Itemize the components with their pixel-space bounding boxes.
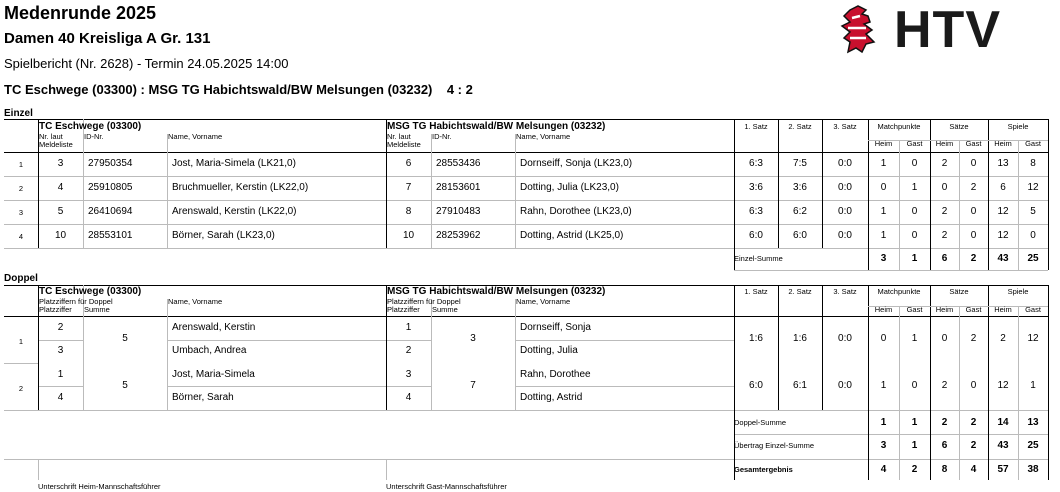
grid-line — [4, 119, 1048, 120]
pair-number: 2 — [18, 384, 24, 393]
home-nr: 10 — [54, 230, 67, 241]
einzel-sum-gg: 25 — [1027, 253, 1039, 264]
col-platzziffern: Platzziffern für Doppel — [39, 297, 113, 306]
col-platzziffer: Platzziffer — [387, 305, 420, 314]
col-name: Name, Vorname — [168, 297, 223, 306]
uebertrag-einzel-mh: 3 — [880, 440, 887, 451]
grid-line — [4, 363, 38, 364]
stat-mg: 0 — [911, 158, 918, 169]
col-heim: Heim — [874, 139, 893, 148]
grid-line — [4, 200, 1048, 201]
einzel-sum-mg: 1 — [911, 253, 918, 264]
grid-line — [38, 340, 83, 341]
grid-line — [515, 134, 516, 248]
doppel-sum-sh: 2 — [941, 417, 948, 428]
col-heim: Heim — [994, 139, 1012, 148]
col-heim: Heim — [994, 305, 1012, 314]
satz1-score: 6:3 — [749, 206, 763, 217]
col-spiele: Spiele — [1007, 122, 1029, 131]
einzel-sum-mh: 3 — [880, 253, 887, 264]
col-satz3: 3. Satz — [833, 122, 857, 131]
home-player-1: Arenswald, Kerstin — [172, 322, 256, 333]
stat-mg: 0 — [911, 380, 918, 391]
home-id: 28553101 — [88, 230, 133, 241]
doppel-sum-mh: 1 — [880, 417, 887, 428]
einzel-sum-sg: 2 — [970, 253, 977, 264]
col-gast: Gast — [1025, 305, 1041, 314]
col-satz1: 1. Satz — [744, 287, 768, 296]
doppel-sum-gg: 13 — [1027, 417, 1039, 428]
stat-sh: 2 — [941, 206, 948, 217]
col-matchpunkte: Matchpunkte — [877, 287, 921, 296]
stat-mg: 1 — [911, 333, 918, 344]
col-matchpunkte: Matchpunkte — [877, 122, 921, 131]
uebertrag-einzel-gh: 43 — [997, 440, 1009, 451]
row-number: 4 — [18, 232, 24, 241]
satz3-score: 0:0 — [838, 158, 852, 169]
gesamtergebnis-gg: 38 — [1027, 464, 1039, 475]
guest-sum: 7 — [470, 380, 476, 391]
home-id: 25910805 — [88, 182, 133, 193]
home-sum: 5 — [122, 380, 128, 391]
doppel-sum-mg: 1 — [911, 417, 918, 428]
satz3-score: 0:0 — [838, 333, 852, 344]
gesamtergebnis-gh: 57 — [997, 464, 1009, 475]
uebertrag-einzel-sg: 2 — [970, 440, 977, 451]
home-player-2: Umbach, Andrea — [172, 345, 247, 356]
gesamtergebnis-mh: 4 — [880, 464, 887, 475]
home-player: Börner, Sarah (LK23,0) — [172, 230, 275, 241]
stat-mh: 1 — [880, 206, 887, 217]
guest-id: 28553436 — [436, 158, 481, 169]
guest-nr: 7 — [405, 182, 412, 193]
einzel-sum-label: Einzel-Summe — [734, 254, 783, 263]
grid-line — [167, 386, 386, 387]
uebertrag-einzel-gg: 25 — [1027, 440, 1039, 451]
home-nr: 5 — [57, 206, 64, 217]
grid-line — [167, 299, 168, 410]
grid-line — [38, 386, 83, 387]
stat-gg: 8 — [1030, 158, 1036, 169]
grid-line — [431, 299, 432, 410]
guest-nr: 8 — [405, 206, 412, 217]
col-satz1: 1. Satz — [744, 122, 768, 131]
stat-sh: 2 — [941, 158, 948, 169]
signature-home: Unterschrift Heim-Mannschaftsführer — [38, 482, 161, 491]
satz2-score: 1:6 — [793, 333, 807, 344]
home-platz-1: 1 — [57, 369, 64, 380]
uebertrag-einzel-mg: 1 — [911, 440, 918, 451]
col-satz2: 2. Satz — [788, 122, 812, 131]
satz1-score: 3:6 — [749, 182, 763, 193]
grid-line — [1048, 285, 1049, 480]
guest-player-2: Dotting, Astrid — [520, 392, 583, 403]
col-gast: Gast — [906, 305, 923, 314]
guest-player: Dotting, Julia (LK23,0) — [520, 182, 619, 193]
grid-line — [778, 285, 779, 410]
home-player: Jost, Maria-Simela (LK21,0) — [172, 158, 296, 169]
col-gast: Gast — [1025, 139, 1041, 148]
stat-gh: 12 — [997, 380, 1009, 391]
grid-line — [386, 459, 387, 480]
page-title: Medenrunde 2025 — [4, 3, 157, 23]
lion-emblem-icon — [836, 2, 892, 58]
satz1-score: 6:3 — [749, 158, 763, 169]
stat-sg: 2 — [970, 333, 977, 344]
grid-line — [167, 134, 168, 248]
gesamtergebnis-sh: 8 — [941, 464, 948, 475]
col-heim: Heim — [874, 305, 893, 314]
guest-platz-1: 3 — [405, 369, 412, 380]
col-saetze: Sätze — [949, 287, 969, 296]
grid-line — [822, 285, 823, 410]
grid-line — [167, 340, 386, 341]
row-number: 1 — [18, 160, 24, 169]
match-title: TC Eschwege (03300) : MSG TG Habichtswald/BW Melsungen (03232) 4 : 2 — [4, 82, 473, 97]
doppel-sum-sg: 2 — [970, 417, 977, 428]
guest-player: Rahn, Dorothee (LK23,0) — [520, 206, 632, 217]
stat-mg: 1 — [911, 182, 918, 193]
stat-mh: 1 — [880, 230, 887, 241]
col-saetze: Sätze — [949, 122, 969, 131]
grid-line — [431, 134, 432, 248]
stat-gg: 1 — [1030, 380, 1036, 391]
satz2-score: 7:5 — [793, 158, 807, 169]
uebertrag-einzel-label: Übertrag Einzel-Summe — [734, 441, 815, 450]
htv-logo-text: HTV — [894, 1, 1001, 59]
stat-sg: 0 — [970, 206, 977, 217]
guest-id: 28253962 — [436, 230, 481, 241]
guest-player-1: Rahn, Dorothee — [520, 369, 591, 380]
guest-platz-1: 1 — [405, 322, 412, 333]
guest-sum: 3 — [470, 333, 476, 344]
guest-id: 28153601 — [436, 182, 481, 193]
doppel-sum-label: Doppel-Summe — [734, 418, 787, 427]
grid-line — [1048, 119, 1049, 270]
home-sum: 5 — [122, 333, 128, 344]
col-satz2: 2. Satz — [788, 287, 812, 296]
stat-gg: 12 — [1027, 182, 1039, 193]
satz1-score: 6:0 — [749, 380, 763, 391]
stat-gh: 12 — [997, 230, 1009, 241]
row-number: 2 — [18, 184, 24, 193]
guest-player-2: Dotting, Julia — [520, 345, 578, 356]
home-id: 27950354 — [88, 158, 133, 169]
stat-sg: 2 — [970, 182, 977, 193]
col-gast: Gast — [965, 139, 982, 148]
stat-mg: 0 — [911, 230, 918, 241]
col-meldeliste: Meldeliste — [39, 140, 73, 149]
col-nr-laut: Nr. laut — [39, 132, 63, 141]
satz3-score: 0:0 — [838, 206, 852, 217]
col-summe: Summe — [432, 305, 458, 314]
guest-platz-2: 2 — [405, 345, 412, 356]
satz2-score: 6:2 — [793, 206, 807, 217]
pair-number: 1 — [18, 337, 24, 346]
doppel-guest-team: MSG TG Habichtswald/BW Melsungen (03232) — [387, 286, 606, 297]
grid-line — [4, 152, 1048, 153]
grid-line — [4, 316, 1048, 317]
report-info: Spielbericht (Nr. 2628) - Termin 24.05.2025 14:00 — [4, 56, 289, 71]
col-gast: Gast — [906, 139, 923, 148]
guest-player: Dornseiff, Sonja (LK23,0) — [520, 158, 633, 169]
stat-gh: 13 — [997, 158, 1009, 169]
home-platz-2: 3 — [57, 345, 64, 356]
stat-mh: 1 — [880, 158, 887, 169]
einzel-home-team: TC Eschwege (03300) — [39, 121, 142, 132]
home-player: Arenswald, Kerstin (LK22,0) — [172, 206, 297, 217]
gesamtergebnis-label: Gesamtergebnis — [734, 465, 793, 474]
stat-gh: 2 — [1000, 333, 1006, 344]
stat-sh: 2 — [941, 380, 948, 391]
col-platzziffern: Platzziffern für Doppel — [387, 297, 461, 306]
home-player-2: Börner, Sarah — [172, 392, 234, 403]
col-id-nr: ID-Nr. — [84, 132, 104, 141]
league-title: Damen 40 Kreisliga A Gr. 131 — [4, 30, 211, 47]
doppel-sum-gh: 14 — [997, 417, 1009, 428]
col-name: Name, Vorname — [168, 132, 223, 141]
col-spiele: Spiele — [1007, 287, 1029, 296]
gesamtergebnis-sg: 4 — [970, 464, 977, 475]
guest-id: 27910483 — [436, 206, 481, 217]
home-platz-2: 4 — [57, 392, 64, 403]
row-number: 3 — [18, 208, 24, 217]
doppel-label: Doppel — [4, 273, 38, 284]
guest-platz-2: 4 — [405, 392, 412, 403]
grid-line — [386, 386, 431, 387]
doppel-home-team: TC Eschwege (03300) — [39, 286, 142, 297]
grid-line — [38, 459, 39, 480]
col-gast: Gast — [965, 305, 982, 314]
htv-logo — [836, 2, 1050, 58]
stat-sh: 2 — [941, 230, 948, 241]
satz1-score: 1:6 — [749, 333, 763, 344]
grid-line — [4, 459, 1048, 460]
col-heim: Heim — [935, 139, 954, 148]
stat-gh: 12 — [997, 206, 1009, 217]
satz2-score: 3:6 — [793, 182, 807, 193]
col-id-nr: ID-Nr. — [432, 132, 452, 141]
home-player-1: Jost, Maria-Simela — [172, 369, 255, 380]
grid-line — [734, 270, 1048, 271]
satz3-score: 0:0 — [838, 380, 852, 391]
signature-guest: Unterschrift Gast-Mannschaftsführer — [386, 482, 507, 491]
grid-line — [734, 119, 735, 270]
stat-sh: 0 — [941, 333, 948, 344]
satz3-score: 0:0 — [838, 182, 852, 193]
home-player: Bruchmueller, Kerstin (LK22,0) — [172, 182, 309, 193]
grid-line — [515, 299, 516, 410]
home-id: 26410694 — [88, 206, 133, 217]
grid-line — [4, 248, 1048, 249]
col-platzziffer: Platzziffer — [39, 305, 72, 314]
stat-mh: 0 — [880, 333, 887, 344]
col-meldeliste: Meldeliste — [387, 140, 421, 149]
stat-sg: 0 — [970, 158, 977, 169]
satz2-score: 6:1 — [793, 380, 807, 391]
grid-line — [515, 340, 734, 341]
guest-player: Dotting, Astrid (LK25,0) — [520, 230, 624, 241]
uebertrag-einzel-sh: 6 — [941, 440, 948, 451]
satz2-score: 6:0 — [793, 230, 807, 241]
einzel-guest-team: MSG TG Habichtswald/BW Melsungen (03232) — [387, 121, 606, 132]
grid-line — [386, 340, 431, 341]
stat-gg: 0 — [1030, 230, 1036, 241]
stat-mg: 0 — [911, 206, 918, 217]
grid-line — [4, 176, 1048, 177]
guest-nr: 6 — [405, 158, 412, 169]
einzel-sum-gh: 43 — [997, 253, 1009, 264]
grid-line — [4, 410, 1048, 411]
col-name: Name, Vorname — [516, 132, 571, 141]
col-nr-laut: Nr. laut — [387, 132, 411, 141]
col-name: Name, Vorname — [516, 297, 571, 306]
stat-gg: 12 — [1027, 333, 1039, 344]
stat-sh: 0 — [941, 182, 948, 193]
stat-sg: 0 — [970, 230, 977, 241]
col-summe: Summe — [84, 305, 110, 314]
satz1-score: 6:0 — [749, 230, 763, 241]
guest-player-1: Dornseiff, Sonja — [520, 322, 591, 333]
stat-sg: 0 — [970, 380, 977, 391]
guest-nr: 10 — [402, 230, 415, 241]
home-nr: 3 — [57, 158, 64, 169]
stat-mh: 0 — [880, 182, 887, 193]
home-platz-1: 2 — [57, 322, 64, 333]
col-heim: Heim — [935, 305, 954, 314]
home-nr: 4 — [57, 182, 64, 193]
stat-mh: 1 — [880, 380, 887, 391]
stat-gh: 6 — [1000, 182, 1006, 193]
satz3-score: 0:0 — [838, 230, 852, 241]
grid-line — [515, 386, 734, 387]
grid-line — [4, 224, 1048, 225]
col-satz3: 3. Satz — [833, 287, 857, 296]
grid-line — [734, 434, 1048, 435]
stat-gg: 5 — [1030, 206, 1036, 217]
gesamtergebnis-mg: 2 — [911, 464, 918, 475]
einzel-sum-sh: 6 — [941, 253, 948, 264]
einzel-label: Einzel — [4, 108, 33, 119]
